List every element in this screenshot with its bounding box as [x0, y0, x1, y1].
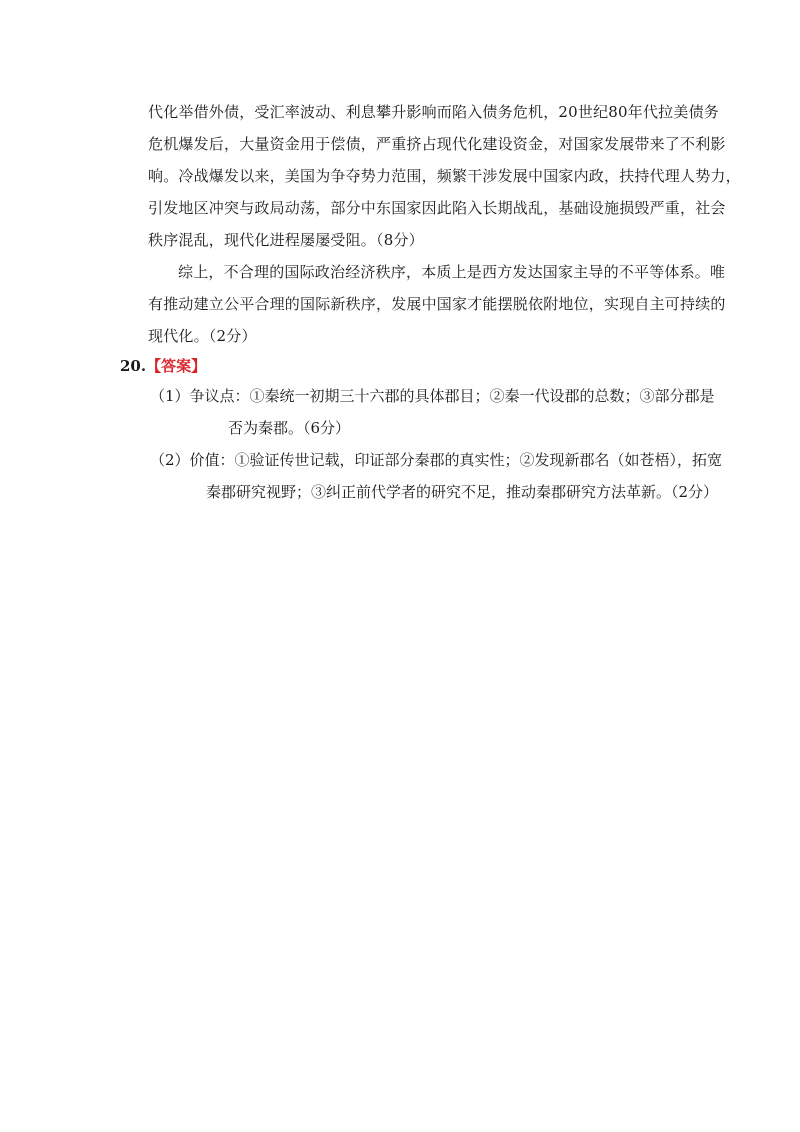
text-line: （2）价值：①验证传世记载，印证部分秦郡的真实性；②发现新郡名（如苍梧），拓宽: [150, 451, 723, 469]
answer-item-1: [150, 380, 715, 444]
text-line: 有推动建立公平合理的国际新秩序，发展中国家才能摆脱依附地位，实现自主可持续的: [148, 295, 726, 313]
text-line: 现代化。（2分）: [148, 327, 257, 345]
text-line: 秩序混乱，现代化进程屡屡受阻。（8分）: [148, 231, 424, 249]
text-line: 危机爆发后，大量资金用于偿债，严重挤占现代化建设资金，对国家发展带来了不利影: [148, 135, 726, 153]
question-number: 20.: [120, 357, 147, 375]
answer-label: 【答案】: [146, 357, 207, 375]
text-line: 否为秦郡。（6分）: [228, 419, 351, 437]
text-line: 综上，不合理的国际政治经济秩序，本质上是西方发达国家主导的不平等体系。唯: [178, 263, 726, 281]
paragraph-continuation: [148, 96, 741, 256]
paragraph-summary: [148, 256, 726, 352]
text-line: （1）争议点：①秦统一初期三十六郡的具体郡目；②秦一代设郡的总数；③部分郡是: [150, 387, 715, 405]
text-line: 代化举借外债，受汇率波动、利息攀升影响而陷入债务危机，20世纪80年代拉美债务: [148, 103, 719, 121]
text-line: 响。冷战爆发以来，美国为争夺势力范围，频繁干涉发展中国家内政，扶持代理人势力，: [148, 167, 741, 185]
text-line: 引发地区冲突与政局动荡，部分中东国家因此陷入长期战乱，基础设施损毁严重，社会: [148, 199, 726, 217]
question-20-heading: [120, 352, 206, 380]
text-line: 秦郡研究视野；③纠正前代学者的研究不足，推动秦郡研究方法革新。（2分）: [206, 483, 719, 501]
answer-item-2: [150, 444, 722, 508]
